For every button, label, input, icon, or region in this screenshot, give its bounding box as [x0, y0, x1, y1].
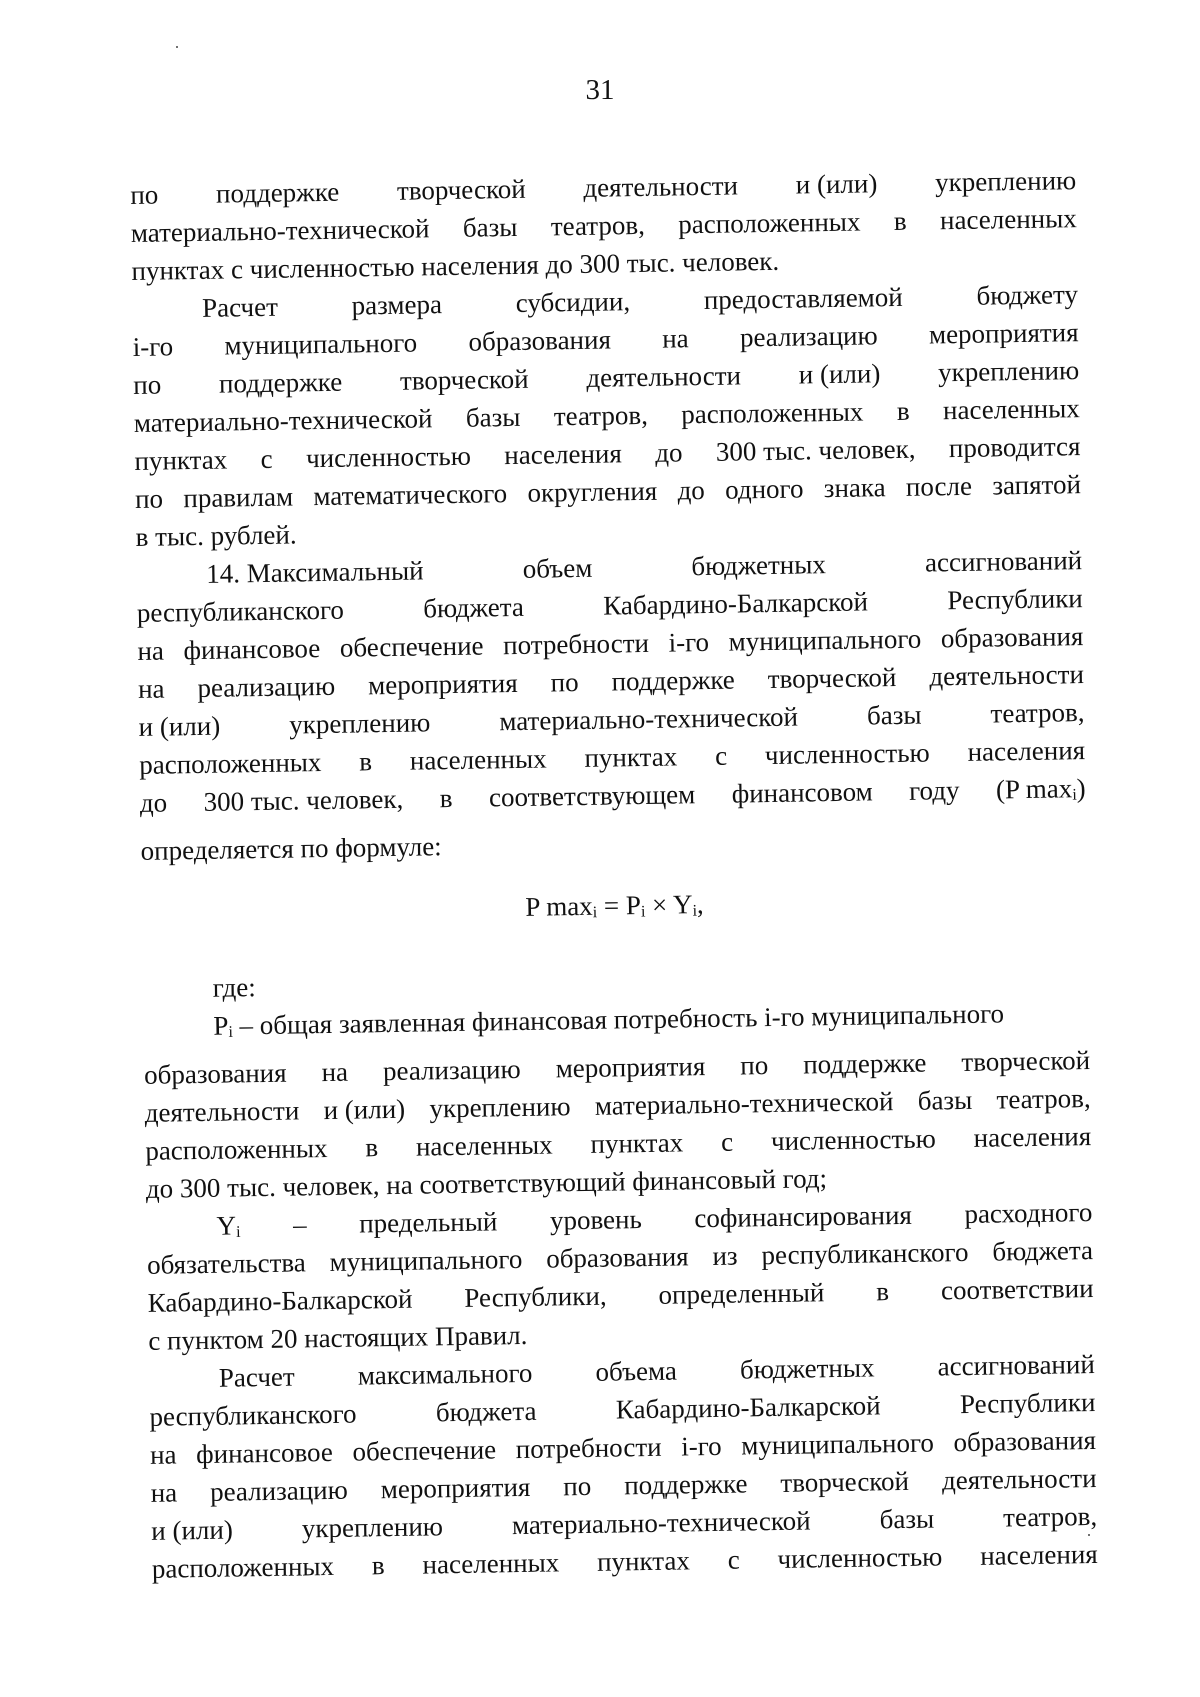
text-word: –: [292, 1209, 307, 1240]
text-word: деятельности: [586, 360, 742, 393]
text-word: и (или): [798, 358, 881, 390]
text-word: по: [739, 1050, 769, 1081]
text-word: поддержке: [623, 1468, 748, 1501]
text-word: образования: [143, 1057, 287, 1090]
scan-speck: [1088, 1534, 1090, 1536]
text-word: и (или): [323, 1093, 406, 1126]
text-word: базы: [462, 211, 518, 243]
text-word: расходного: [964, 1197, 1093, 1230]
text-word: по: [550, 667, 579, 698]
text-word: Кабардино-Балкарской: [147, 1283, 413, 1318]
text-word: реализацию: [382, 1053, 521, 1087]
text-word: деятельности: [941, 1462, 1097, 1496]
text-word: населения: [973, 1121, 1092, 1153]
text-word: округления: [527, 475, 658, 508]
text-word: в: [876, 1276, 890, 1307]
text-word: муниципального: [740, 1427, 935, 1461]
text-word: с: [260, 443, 273, 474]
text-word: материально-технической: [133, 403, 433, 438]
text-word: пунктах: [596, 1545, 691, 1577]
text-word: i-го: [668, 626, 710, 658]
text-word: республиканского: [136, 594, 345, 628]
text-word: укреплению: [289, 707, 431, 740]
text-word: бюджета: [992, 1235, 1094, 1267]
text-word: ассигнований: [937, 1348, 1095, 1382]
text-word: финансовое: [183, 633, 321, 666]
text-word: укреплению: [937, 355, 1080, 388]
text-word: республиканского: [149, 1398, 357, 1432]
text-word: образования: [953, 1424, 1097, 1458]
text-word: где:: [212, 972, 256, 1003]
text-word: i-го: [132, 331, 174, 362]
formula: [141, 879, 1087, 932]
text-word: населения: [504, 438, 623, 471]
text-word: по: [563, 1470, 592, 1502]
text-word: правилам: [183, 481, 294, 514]
text-word: соответствующем: [488, 779, 696, 813]
text-word: базы: [917, 1084, 973, 1116]
text-word: расположенных: [681, 396, 864, 430]
text-word: муниципального: [224, 327, 418, 361]
text-word: по: [134, 483, 164, 514]
text-word: численностью: [777, 1541, 943, 1574]
text-word: математического: [313, 478, 508, 512]
text-word: предельный: [358, 1206, 498, 1239]
text-word: Кабардино-Балкарской: [603, 586, 869, 621]
text-word: поддержке: [802, 1047, 927, 1080]
text-word: определенный: [658, 1277, 825, 1310]
text-word: населения: [967, 735, 1086, 767]
text-word: в: [365, 1132, 379, 1163]
text-word: Кабардино-Балкарской: [615, 1390, 881, 1425]
text-word: укреплению: [301, 1511, 444, 1544]
text-word: укреплению: [429, 1091, 571, 1124]
text-word: Расчет: [218, 1361, 295, 1393]
text-word: образования: [940, 621, 1084, 654]
text-word: на: [661, 323, 689, 354]
page-number: 31: [585, 74, 615, 106]
text-word: 14. Максимальный: [206, 555, 424, 589]
text-word: базы: [465, 401, 521, 433]
text-word: поддержке: [611, 664, 736, 697]
text-word: по: [130, 179, 159, 210]
text-word: Республики: [959, 1386, 1096, 1420]
text-word: пунктах с численностью населения до 300 тыс. человек.: [131, 245, 780, 286]
text-word: мероприятия: [367, 667, 518, 701]
text-word: муниципального: [728, 623, 922, 657]
text-word: и (или): [795, 168, 878, 200]
text-word: бюджета: [435, 1395, 537, 1428]
text-word: деятельности: [929, 659, 1085, 692]
text-word: 300 тыс. человек,: [203, 783, 404, 817]
text-word: на: [321, 1056, 349, 1088]
text-word: в: [359, 746, 373, 777]
text-word: мероприятия: [928, 317, 1079, 350]
text-word: населенных: [942, 393, 1080, 426]
text-word: из: [712, 1240, 738, 1271]
text-word: с: [720, 1126, 734, 1157]
text-word: в: [439, 783, 453, 814]
text-word: максимального: [357, 1357, 533, 1391]
text-word: творческой: [780, 1465, 910, 1498]
text-word: объем: [522, 552, 593, 584]
text-word: софинансирования: [694, 1199, 913, 1234]
text-word: с: [714, 740, 728, 771]
text-word: образования: [545, 1241, 689, 1274]
text-word: в: [371, 1550, 385, 1581]
text-word: Республики: [947, 583, 1083, 616]
text-word: Республики,: [464, 1280, 607, 1313]
text-word: субсидии,: [515, 286, 631, 318]
text-word: в: [896, 395, 910, 426]
text-word: материально-технической: [499, 701, 799, 737]
text-word: на: [137, 673, 165, 704]
text-word: бюджетных: [739, 1352, 875, 1385]
text-word: деятельности: [144, 1095, 300, 1128]
text-word: бюджетных: [691, 549, 827, 582]
text-word: Расчет: [201, 291, 279, 323]
text-word: базы: [866, 699, 922, 731]
text-word: объема: [595, 1355, 678, 1387]
text-word: мероприятия: [555, 1051, 706, 1084]
text-word: бюджету: [976, 279, 1079, 311]
text-word: материально-технической: [594, 1086, 894, 1121]
text-word: 300 тыс. человек,: [715, 433, 916, 467]
text-word: и (или): [138, 710, 221, 742]
text-word: численностью: [770, 1123, 936, 1157]
formula-text: P maxᵢ = Pᵢ × Yᵢ,: [525, 889, 704, 922]
text-word: i-го: [680, 1430, 722, 1462]
text-word: творческой: [961, 1045, 1091, 1078]
text-word: до: [139, 787, 168, 818]
text-word: образования: [468, 324, 612, 357]
text-word: базы: [879, 1503, 935, 1535]
text-word: обеспечение: [339, 630, 484, 663]
text-word: творческой: [399, 363, 529, 396]
text-word: поддержке: [215, 176, 340, 209]
text-word: определяется по формуле:: [140, 831, 442, 866]
text-word: творческой: [396, 173, 526, 206]
text-word: в тыс. рублей.: [135, 519, 297, 552]
text-word: размера: [351, 289, 443, 321]
text-word: до 300 тыс. человек, на соответствующий финансовый год;: [145, 1163, 828, 1204]
text-word: расположенных: [145, 1133, 328, 1166]
text-word: на: [149, 1439, 177, 1470]
text-word: численностью: [764, 737, 930, 771]
text-word: Yᵢ: [216, 1210, 241, 1241]
text-word: на: [137, 635, 165, 666]
text-word: численностью: [305, 440, 472, 474]
text-word: мероприятия: [380, 1471, 531, 1505]
text-word: театров,: [553, 399, 649, 432]
text-word: театров,: [990, 697, 1085, 729]
text-word: на: [150, 1477, 178, 1508]
text-word: году: [908, 775, 960, 806]
text-word: запятой: [992, 469, 1082, 501]
text-word: реализацию: [197, 670, 336, 704]
text-word: пунктах: [590, 1127, 684, 1159]
text-word: ассигнований: [924, 545, 1083, 578]
text-word: уровень: [549, 1204, 642, 1236]
text-word: населения: [979, 1538, 1098, 1571]
scan-speck: [176, 46, 178, 48]
text-word: пунктах: [584, 741, 678, 773]
text-word: Pᵢ – общая заявленная финансовая потребность i-го муниципального: [213, 998, 1005, 1041]
text-word: соответствии: [940, 1273, 1094, 1306]
text-word: населенных: [409, 743, 547, 776]
text-word: с пунктом 20 настоящих Правил.: [148, 1319, 528, 1356]
text-word: потребности: [502, 627, 650, 661]
text-word: финансовое: [195, 1436, 334, 1470]
text-word: одного: [724, 473, 804, 505]
text-word: (P maxᵢ): [995, 773, 1086, 805]
text-word: обязательства: [146, 1247, 306, 1280]
text-word: расположенных: [139, 747, 322, 780]
text-word: с: [727, 1544, 740, 1575]
text-word: театров,: [1002, 1500, 1098, 1533]
text-word: расположенных: [151, 1550, 335, 1584]
text-word: до: [677, 475, 706, 506]
text-word: театров,: [996, 1083, 1091, 1115]
text-word: потребности: [515, 1431, 662, 1465]
text-word: творческой: [767, 662, 897, 695]
text-word: деятельности: [583, 170, 739, 203]
text-word: реализацию: [209, 1474, 349, 1507]
text-word: и (или): [151, 1514, 234, 1546]
text-word: населенных: [422, 1547, 560, 1580]
text-word: знака: [823, 472, 886, 504]
text-word: поддержке: [218, 366, 343, 399]
document-body: [130, 161, 1098, 1588]
text-word: в: [893, 205, 907, 237]
text-line: [140, 817, 1086, 870]
text-word: проводится: [948, 431, 1081, 464]
text-word: обеспечение: [352, 1434, 497, 1467]
text-word: по: [133, 369, 162, 400]
text-word: муниципального: [329, 1243, 523, 1277]
text-word: республиканского: [761, 1236, 969, 1271]
text-word: материально-технической: [130, 213, 430, 248]
text-word: пунктах: [134, 444, 228, 476]
text-word: расположенных: [678, 206, 861, 240]
text-word: после: [905, 470, 973, 502]
text-word: бюджета: [422, 591, 525, 624]
text-word: до: [654, 437, 683, 468]
text-word: предоставляемой: [703, 281, 903, 316]
text-word: населенных: [939, 203, 1077, 236]
text-word: реализацию: [739, 320, 878, 353]
text-word: населенных: [415, 1129, 553, 1162]
text-word: театров,: [550, 209, 646, 242]
text-word: финансовом: [731, 776, 873, 809]
text-word: укреплению: [934, 165, 1077, 198]
text-word: материально-технической: [511, 1505, 811, 1541]
